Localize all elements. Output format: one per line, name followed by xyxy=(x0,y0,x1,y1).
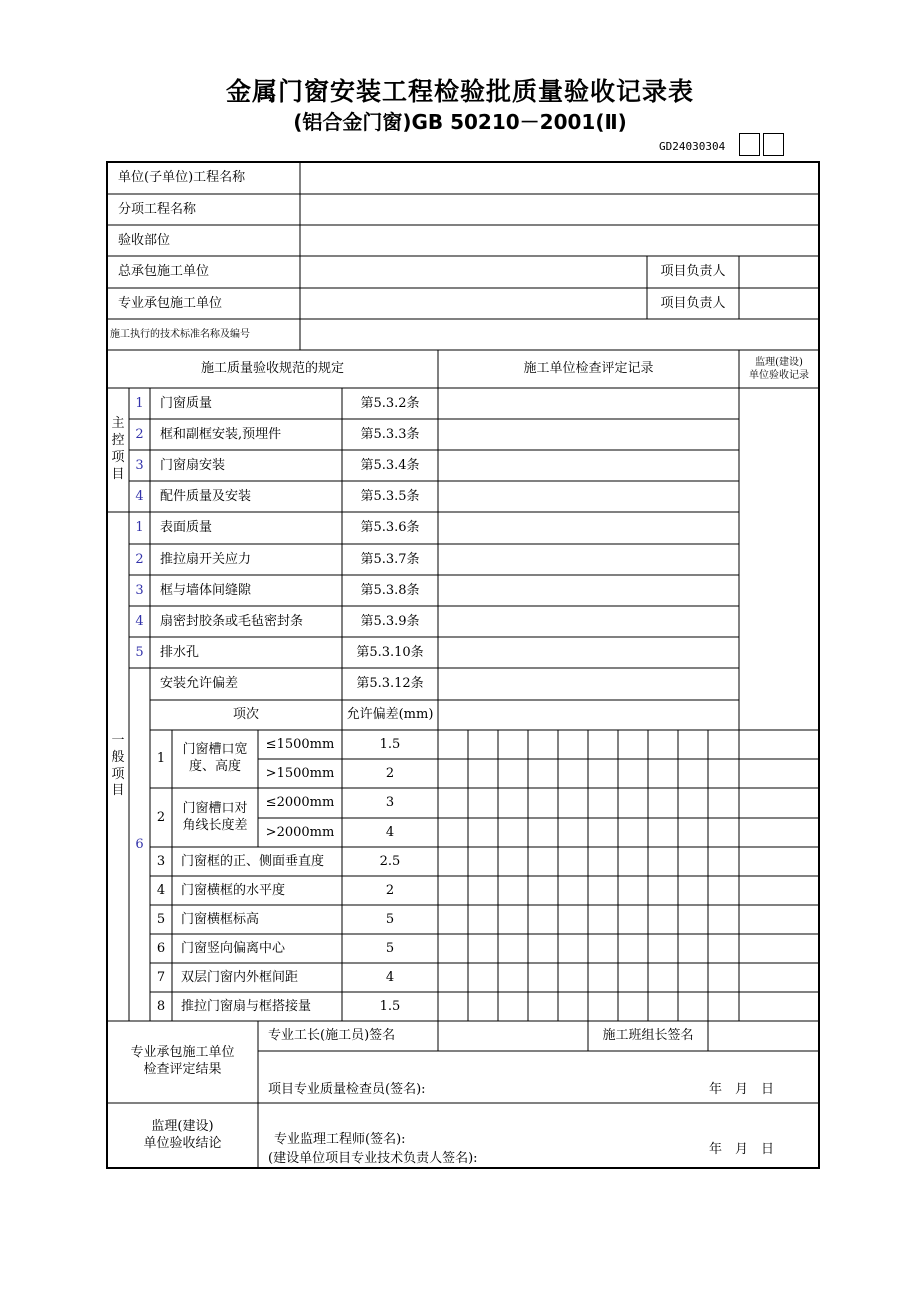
main-control-label: 主 控 项 目 xyxy=(111,416,125,482)
date-line-2: 年 月 日 xyxy=(709,1142,775,1158)
general-item-no: 4 xyxy=(135,613,144,629)
general-item-clause: 第5.3.7条 xyxy=(360,551,420,567)
general-item-name: 表面质量 xyxy=(160,520,213,536)
general-item-name: 排水孔 xyxy=(160,644,200,660)
sub-item-tolerance: 1.5 xyxy=(379,736,401,752)
main-item-record[interactable] xyxy=(439,482,738,511)
field-sub-project[interactable] xyxy=(301,195,818,224)
sub-item-tolerance: 2 xyxy=(385,765,395,781)
sub-item-name: 门窗框的正、侧面垂直度 xyxy=(181,853,325,869)
general-item-clause: 第5.3.8条 xyxy=(360,582,420,598)
main-item-clause: 第5.3.4条 xyxy=(360,457,420,473)
inspector-sign-label: 项目专业质量检查员(签名): xyxy=(268,1082,426,1098)
main-item-no: 4 xyxy=(135,488,144,504)
general-item-6-no: 6 xyxy=(135,836,144,852)
form-code: GD24030304 xyxy=(659,140,726,153)
field-standard[interactable] xyxy=(301,320,818,349)
sub-item-tolerance: 2.5 xyxy=(379,853,401,869)
label-project-manager-2: 项目负责人 xyxy=(660,295,726,311)
page-title: 金属门窗安装工程检验批质量验收记录表 xyxy=(225,77,694,106)
header-spec: 施工质量验收规范的规定 xyxy=(200,361,344,377)
main-item-clause: 第5.3.5条 xyxy=(360,488,420,504)
general-item-record[interactable] xyxy=(439,545,738,574)
header-supervision-line2: 单位验收记录 xyxy=(749,370,809,381)
general-item-no: 2 xyxy=(135,551,144,567)
sub-item-condition: >2000mm xyxy=(265,824,335,840)
general-item-clause: 第5.3.6条 xyxy=(360,520,420,536)
field-specialty-contractor[interactable] xyxy=(301,289,646,318)
sub-item-name: 推拉门窗扇与框搭接量 xyxy=(181,998,312,1014)
sub-item-no: 1 xyxy=(156,751,166,767)
sub-item-no: 2 xyxy=(156,809,166,825)
general-item-no: 3 xyxy=(135,582,144,598)
header-supervision xyxy=(739,350,819,388)
sub-item-name: 门窗横框的水平度 xyxy=(181,882,286,898)
sub-item-tolerance: 2 xyxy=(385,882,395,898)
field-project-manager-2[interactable] xyxy=(740,289,818,318)
general-item-record[interactable] xyxy=(439,607,738,636)
field-inspection-part[interactable] xyxy=(301,226,818,255)
sub-item-no: 5 xyxy=(156,911,166,927)
main-item-no: 3 xyxy=(135,457,144,473)
main-item-no: 2 xyxy=(135,426,144,442)
label-sub-project: 分项工程名称 xyxy=(118,201,197,217)
general-item-name: 推拉扇开关应力 xyxy=(160,551,252,567)
team-leader-sign-field[interactable] xyxy=(709,1022,818,1050)
sub-item-no: 3 xyxy=(156,853,166,869)
team-leader-sign-label: 施工班组长签名 xyxy=(602,1028,694,1044)
sub-item-name: 门窗横框标高 xyxy=(181,911,260,927)
engineer-sign-label: 专业监理工程师(签名): xyxy=(274,1132,406,1148)
sub-item-no: 6 xyxy=(156,940,166,956)
general-item-record[interactable] xyxy=(439,638,738,667)
sub-item-name: 双层门窗内外框间距 xyxy=(181,969,299,985)
label-inspection-part: 验收部位 xyxy=(118,232,171,248)
main-item-clause: 第5.3.2条 xyxy=(360,395,420,411)
label-project-manager-1: 项目负责人 xyxy=(660,264,726,280)
sub-item-tolerance: 1.5 xyxy=(379,998,401,1014)
field-project-manager-1[interactable] xyxy=(740,257,818,287)
sub-item-name: 门窗竖向偏离中心 xyxy=(181,940,286,956)
main-item-name: 配件质量及安装 xyxy=(160,488,252,504)
sub-item-name: 门窗槽口宽 度、高度 xyxy=(182,742,248,774)
main-item-name: 框和副框安装,预埋件 xyxy=(160,426,282,442)
field-unit-project[interactable] xyxy=(301,163,818,193)
foreman-sign-field[interactable] xyxy=(439,1022,587,1050)
general-item-clause: 第5.3.9条 xyxy=(360,613,420,629)
main-item-record[interactable] xyxy=(439,420,738,449)
contractor-result-label: 专业承包施工单位 检查评定结果 xyxy=(130,1045,235,1077)
foreman-sign-label: 专业工长(施工员)签名 xyxy=(268,1028,396,1044)
general-item-name: 框与墙体间缝隙 xyxy=(160,582,252,598)
owner-sign-label: (建设单位项目专业技术负责人签名): xyxy=(268,1151,478,1167)
main-item-name: 门窗扇安装 xyxy=(160,457,226,473)
sub-item-no: 4 xyxy=(156,882,166,898)
sub-item-condition: ≤1500mm xyxy=(265,736,335,752)
sub-item-no: 7 xyxy=(156,969,166,985)
sub-item-condition: ≤2000mm xyxy=(265,795,335,811)
general-item-record[interactable] xyxy=(439,513,738,543)
sub-item-tolerance: 3 xyxy=(385,795,395,811)
field-general-contractor[interactable] xyxy=(301,257,646,287)
main-item-clause: 第5.3.3条 xyxy=(360,426,420,442)
sub-item-tolerance: 4 xyxy=(385,969,395,985)
general-label: 一 般 项 目 xyxy=(111,732,125,799)
general-item-clause: 第5.3.10条 xyxy=(356,644,424,660)
sub-item-name: 门窗槽口对 角线长度差 xyxy=(182,800,248,833)
header-supervision-line1: 监理(建设) xyxy=(755,357,803,368)
label-specialty-contractor: 专业承包施工单位 xyxy=(118,295,223,311)
sub-item-condition: >1500mm xyxy=(265,765,335,781)
page-subtitle: (铝合金门窗)GB 50210－2001(Ⅱ) xyxy=(293,110,627,134)
col-tolerance-header: 允许偏差(mm) xyxy=(346,707,434,723)
sub-item-tolerance: 5 xyxy=(385,911,395,927)
header-check-record: 施工单位检查评定记录 xyxy=(523,361,654,377)
date-line-1: 年 月 日 xyxy=(709,1082,775,1098)
general-item-no: 5 xyxy=(135,644,144,660)
sub-item-tolerance: 4 xyxy=(385,824,395,840)
main-item-record[interactable] xyxy=(439,389,738,418)
label-general-contractor: 总承包施工单位 xyxy=(118,264,210,280)
general-item-record[interactable] xyxy=(439,576,738,605)
col-item-header: 项次 xyxy=(232,707,259,723)
general-item-6-name: 安装允许偏差 xyxy=(160,676,239,692)
general-item-6-clause: 第5.3.12条 xyxy=(356,676,424,692)
label-unit-project: 单位(子单位)工程名称 xyxy=(118,170,246,186)
general-item-no: 1 xyxy=(135,520,144,536)
general-item-6-record[interactable] xyxy=(439,669,738,699)
sub-item-tolerance: 5 xyxy=(385,940,395,956)
label-standard: 施工执行的技术标准名称及编号 xyxy=(110,328,250,340)
sub-item-no: 8 xyxy=(156,998,166,1014)
main-item-name: 门窗质量 xyxy=(160,395,213,411)
supervision-conclusion-label: 监理(建设) 单位验收结论 xyxy=(143,1118,222,1151)
main-item-no: 1 xyxy=(135,395,144,411)
main-item-record[interactable] xyxy=(439,451,738,480)
general-item-name: 扇密封胶条或毛毡密封条 xyxy=(160,613,304,629)
